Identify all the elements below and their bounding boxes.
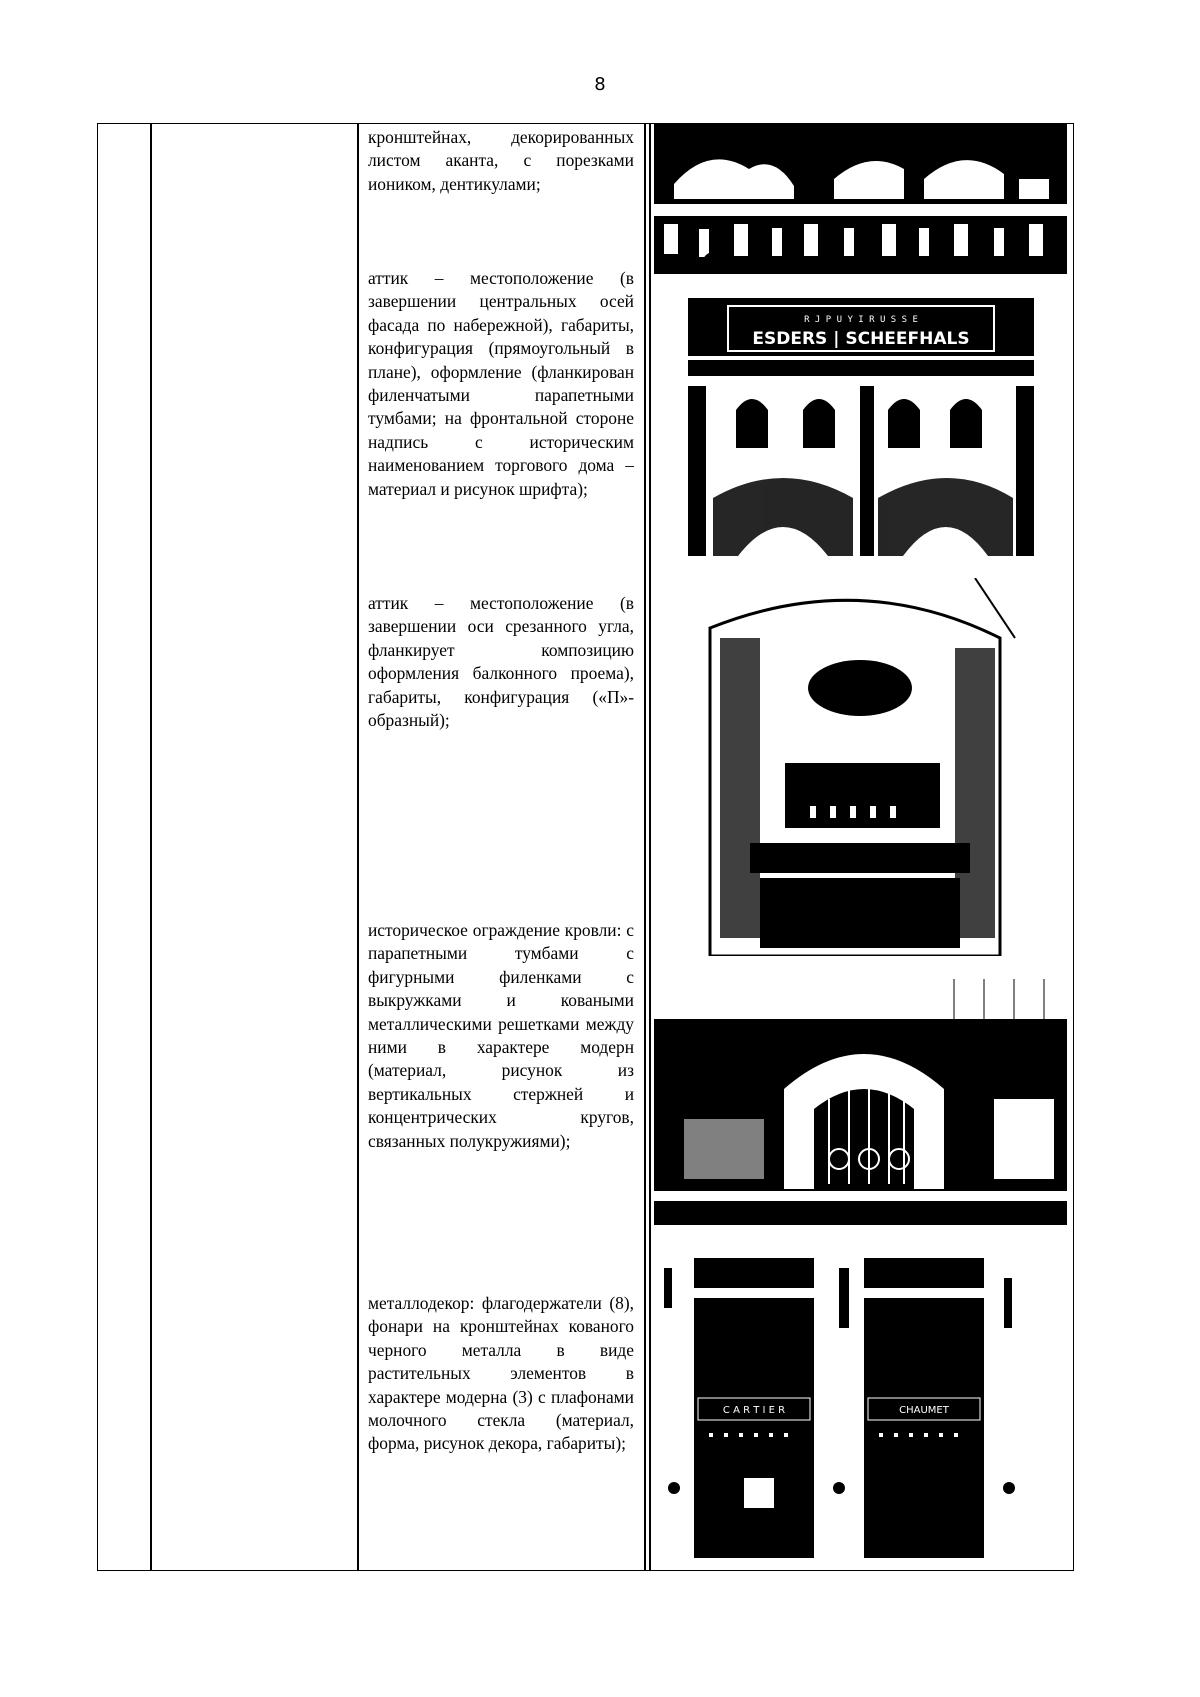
page-number: 8	[594, 74, 606, 95]
row-1-description: кронштейнах, декорированных листом аканта, с порезками иоником, дентикулами;	[368, 127, 634, 194]
attic-small-lettering: R J P U Y I R U S S E	[804, 315, 918, 325]
column-divider-3b	[649, 123, 651, 1571]
metal-decor-photo	[654, 1248, 1040, 1566]
roof-railing-photo	[654, 979, 1067, 1225]
row-4-description: историческое ограждение кровли: с парапетными тумбами с фигурными филенками с выкружками и коваными металлическими решетками между ними в характере модерн (материал, рисунок из вертикальных стержней и концентрических кругов, связанных полукружиями);	[368, 920, 634, 1151]
column-divider-2	[357, 123, 359, 1571]
row-3-description: аттик – местоположение (в завершении оси срезанного угла, фланкирует композицию оформления балконного проема), габариты, конфигурация («П»-образный);	[368, 593, 634, 731]
corner-attic-photo	[700, 578, 1020, 956]
shop-sign-left: C A R T I E R	[722, 1405, 786, 1416]
attic-sign-lettering: ESDERS | SCHEEFHALS	[752, 329, 970, 349]
row-5-description: металлодекор: флагодержатели (8), фонари на кронштейнах кованого черного металла в виде растительных элементов в характере модерна (3) с плафонами молочного стекла (материал, форма, рисунок декора, габариты);	[368, 1293, 634, 1454]
row-2-description: аттик – местоположение (в завершении центральных осей фасада по набережной), габариты, конфигурация (прямоугольный в плане), оформление (фланкирован филенчатыми парапетными тумбами; на фронтальной стороне надпись с историческим наименованием торгового дома – материал и рисунок шрифта);	[368, 268, 634, 499]
column-divider-1	[150, 123, 152, 1571]
column-divider-3	[644, 123, 646, 1571]
shop-sign-right: CHAUMET	[899, 1405, 949, 1416]
facade-cornice-brackets-photo	[654, 124, 1067, 274]
attic-inscription-photo	[688, 298, 1034, 556]
